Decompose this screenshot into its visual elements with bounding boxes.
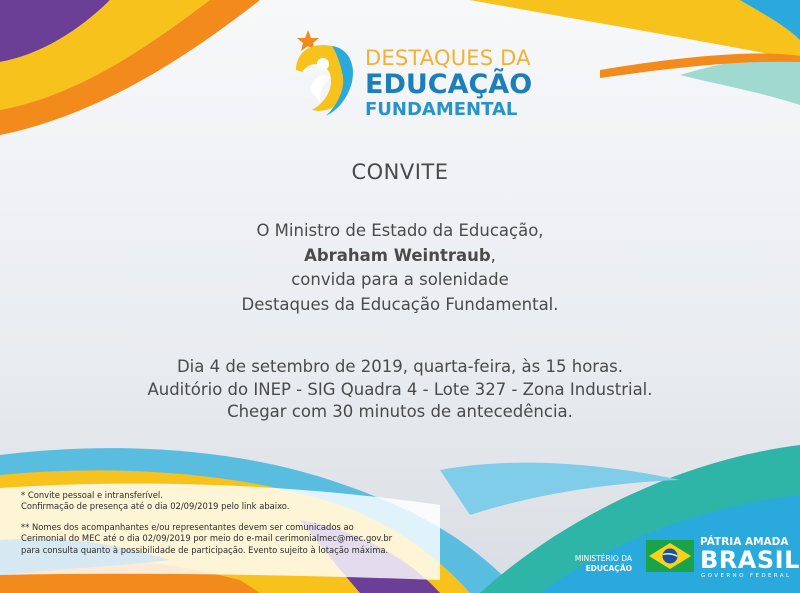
invitation-line-3: convida para a solenidade [291, 270, 509, 289]
invitation-title: CONVITE [351, 160, 449, 184]
event-details [0, 356, 800, 424]
event-location: Auditório do INEP - SIG Quadra 4 - Lote 327 - Zona Industrial. [147, 379, 653, 399]
invitation-line-2 [0, 244, 800, 269]
invitation-line-4: Destaques da Educação Fundamental. [241, 294, 559, 314]
note-2-line-2: Cerimonial do MEC até o dia 02/09/2019 por meio do e-mail cerimonialmec@mec.gov.br [21, 533, 393, 544]
event-logo [290, 28, 533, 120]
note-2-line-1: ** Nomes dos acompanhantes e/ou representantes devem ser comunicados ao [21, 521, 354, 532]
logo-figure-icon [290, 28, 362, 120]
ministry-line-1: MINISTÉRIO DA [574, 554, 632, 563]
invitation-text [0, 219, 800, 317]
logo-line-3: FUNDAMENTAL [365, 99, 518, 120]
event-date: Dia 4 de setembro de 2019, quarta-feira, às 15 horas. [176, 357, 624, 376]
note-1 [21, 490, 451, 513]
ministry-line-2: EDUCAÇÃO [585, 564, 632, 573]
note-2 [21, 522, 451, 556]
ministry-logo [558, 554, 632, 574]
patria-amada-label: PÁTRIA AMADA [700, 536, 789, 548]
note-1-line-2: Confirmação de presença até o dia 02/09/2019 pelo link abaixo. [21, 501, 290, 512]
brasil-label: BRASIL [700, 546, 800, 574]
governo-federal-label: GOVERNO FEDERAL [701, 573, 792, 579]
note-2-line-3: para consulta quanto à possibilidade de participação. Evento sujeito à lotação máxima. [21, 544, 389, 555]
event-arrival: Chegar com 30 minutos de antecedência. [227, 402, 573, 421]
invitation-line-1: O Ministro de Estado da Educação, [256, 221, 544, 240]
name-suffix: , [490, 245, 496, 265]
note-1-line-1: * Convite pessoal e intransferível. [21, 490, 163, 500]
brazil-flag-icon [646, 540, 694, 572]
footnotes [21, 490, 451, 556]
logo-line-2: EDUCAÇÃO [365, 69, 533, 100]
logo-line-1: DESTAQUES DA [365, 46, 531, 70]
minister-name: Abraham Weintraub [304, 245, 491, 265]
